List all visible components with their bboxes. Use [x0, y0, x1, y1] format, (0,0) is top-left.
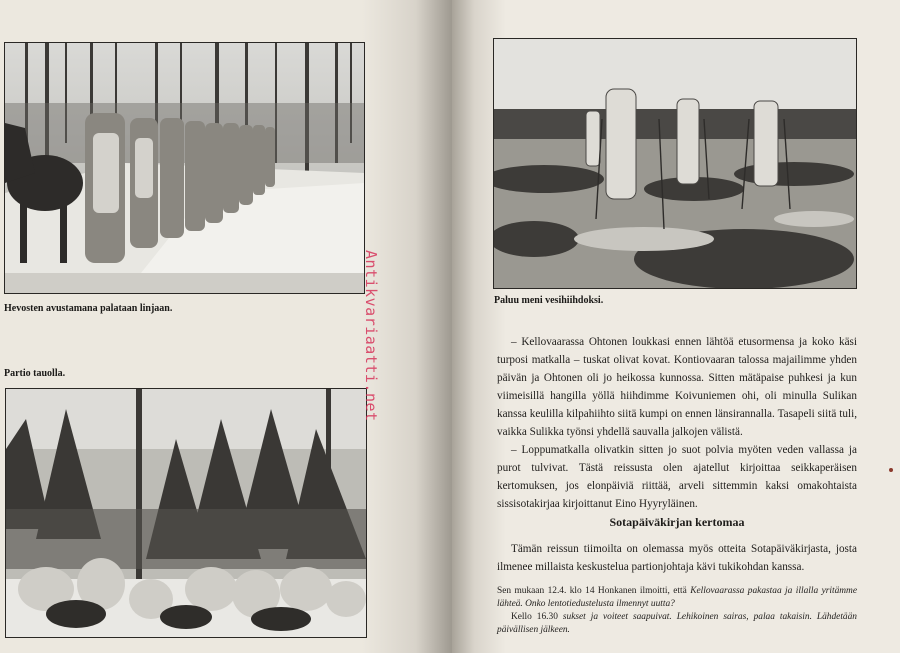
ink-spot [889, 468, 893, 472]
photo-patrol-image [6, 389, 366, 637]
photo-skiers-image [494, 39, 856, 288]
section-heading: Sotapäiväkirjan kertomaa [609, 515, 745, 529]
diary-entry-1-italic: Kellovaarassa pakastaa ja illalla yritämme lähteä. Onko lentotiedustelusta ilmennyt uutta? [497, 586, 857, 609]
photo-skiers-wetland [493, 38, 857, 289]
diary-entry-2 [497, 611, 857, 637]
diary-entry-1-plain: Sen mukaan 12.4. klo 14 Honkanen ilmoitti, että [497, 586, 691, 596]
paragraph-1: – Kellovaarassa Ohtonen loukkasi ennen lähtöä etusormensa ja koko käsi turposi matkalla – tuskat olivat kovat. Kontiovaaran talossa majailimme yhden päivän ja Ohtonen oli jo heikossa kunnossa. Sitten mätäpaise puhkesi ja kun viimeisillä hangilla yöllä hiihdimme Koivuniemen ohi, oli minulla Sulikan kanssa keulilla kilpahiihto siitä kumpi on ennen länsirannalla. Tasapeli siitä tuli, vaikka Sulikka työnsi yhdellä sauvalla jalkojen välistä. [497, 336, 857, 438]
paragraph-3: Tämän reissun tiimoilta on olemassa myös otteita Sotapäiväkirjasta, josta ilmenee millaista keskustelua partionjohtaja kävi tukikohdan kanssa. [497, 543, 857, 573]
photo-patrol-resting [5, 388, 367, 638]
photo-horses-returning [4, 42, 365, 294]
watermark-text: Antikvariaatti.net [362, 250, 380, 422]
body-paragraphs [497, 333, 857, 513]
diary-entry-2-plain: Kello 16.30 [511, 612, 563, 622]
paragraph-2: – Loppumatkalla olivatkin sitten jo suot polvia myöten veden vallassa ja purot tulvivat. Tästä reissusta olen ajatellut kirjoittaa seikkaperäisen kertomuksen, jos elonpäiviä riittää, arveli sittemmin kaksi omakohtaista sissisotakirjaa kirjoittanut Eino Hyyryläinen. [497, 444, 857, 510]
photo1-caption: Hevosten avustamana palataan linjaan. [4, 303, 173, 314]
diary-entry-1 [497, 585, 857, 611]
diary-excerpt [497, 585, 857, 637]
photo2-caption: Partio tauolla. [4, 368, 66, 379]
intro-paragraph [497, 540, 857, 576]
photo3-caption: Paluu meni vesihiihdoksi. [494, 295, 604, 306]
diary-entry-2-italic: sukset ja voiteet saapuivat. Lehikoinen sairas, palaa takaisin. Lähdetään päivällisen jälkeen. [497, 612, 857, 635]
photo-horses-image [5, 43, 364, 293]
